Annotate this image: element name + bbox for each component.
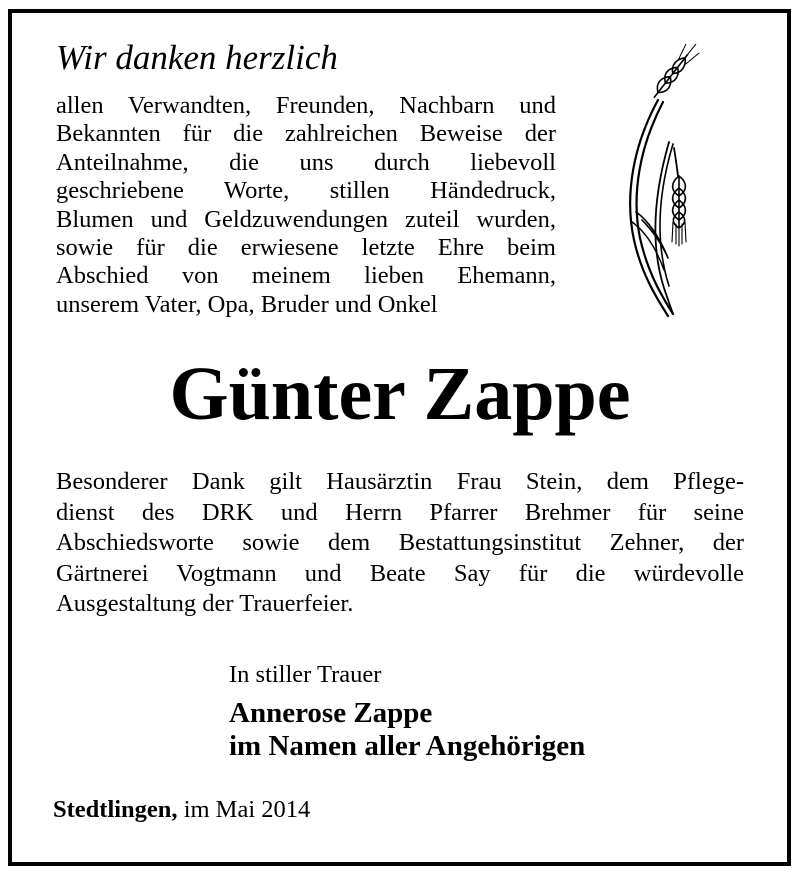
signatory-name: Annerose Zappe <box>229 697 433 729</box>
special-thanks-line: Ausgestaltung der Trauerfeier. <box>56 590 354 617</box>
thanks-line: Abschied von meinem lieben Ehemann, <box>56 262 556 290</box>
thanks-line: allen Verwandten, Freunden, Nachbarn und <box>56 92 556 119</box>
signatory-block <box>229 697 585 763</box>
thanks-line: Blumen und Geldzuwendungen zuteil wurden, <box>56 205 556 233</box>
signatory-family-note: im Namen aller Angehörigen <box>229 730 586 762</box>
thanks-line: sowie für die erwiesene letzte Ehre beim <box>56 233 556 261</box>
date-text: im Mai 2014 <box>183 796 311 823</box>
special-thanks-line: dienst des DRK und Herrn Pfarrer Brehmer für seine <box>56 498 744 526</box>
thanks-line: geschriebene Worte, stillen Händedruck, <box>56 177 556 205</box>
special-thanks-line: Besonderer Dank gilt Hausärztin Frau Stein, dem Pflege- <box>56 468 744 495</box>
special-thanks-paragraph <box>56 467 744 620</box>
thanks-line: unserem Vater, Opa, Bruder und Onkel <box>56 290 438 318</box>
wheat-ears-icon <box>612 44 708 320</box>
place-date-line <box>53 795 310 825</box>
place-name: Stedtlingen, <box>53 796 178 823</box>
mourning-phrase: In stiller Trauer <box>229 661 382 688</box>
thanks-line: Bekannten für die zahlreichen Beweise der <box>56 120 556 148</box>
deceased-name: Günter Zappe <box>169 352 631 436</box>
thanks-line: Anteilnahme, die uns durch liebevoll <box>56 148 556 176</box>
thanks-paragraph <box>56 92 556 319</box>
special-thanks-line: Abschiedsworte sowie dem Bestattungsinstitut Zehner, der <box>56 529 744 556</box>
thanks-heading: Wir danken herzlich <box>56 38 338 77</box>
special-thanks-line: Gärtnerei Vogtmann und Beate Say für die würdevolle <box>56 559 744 587</box>
